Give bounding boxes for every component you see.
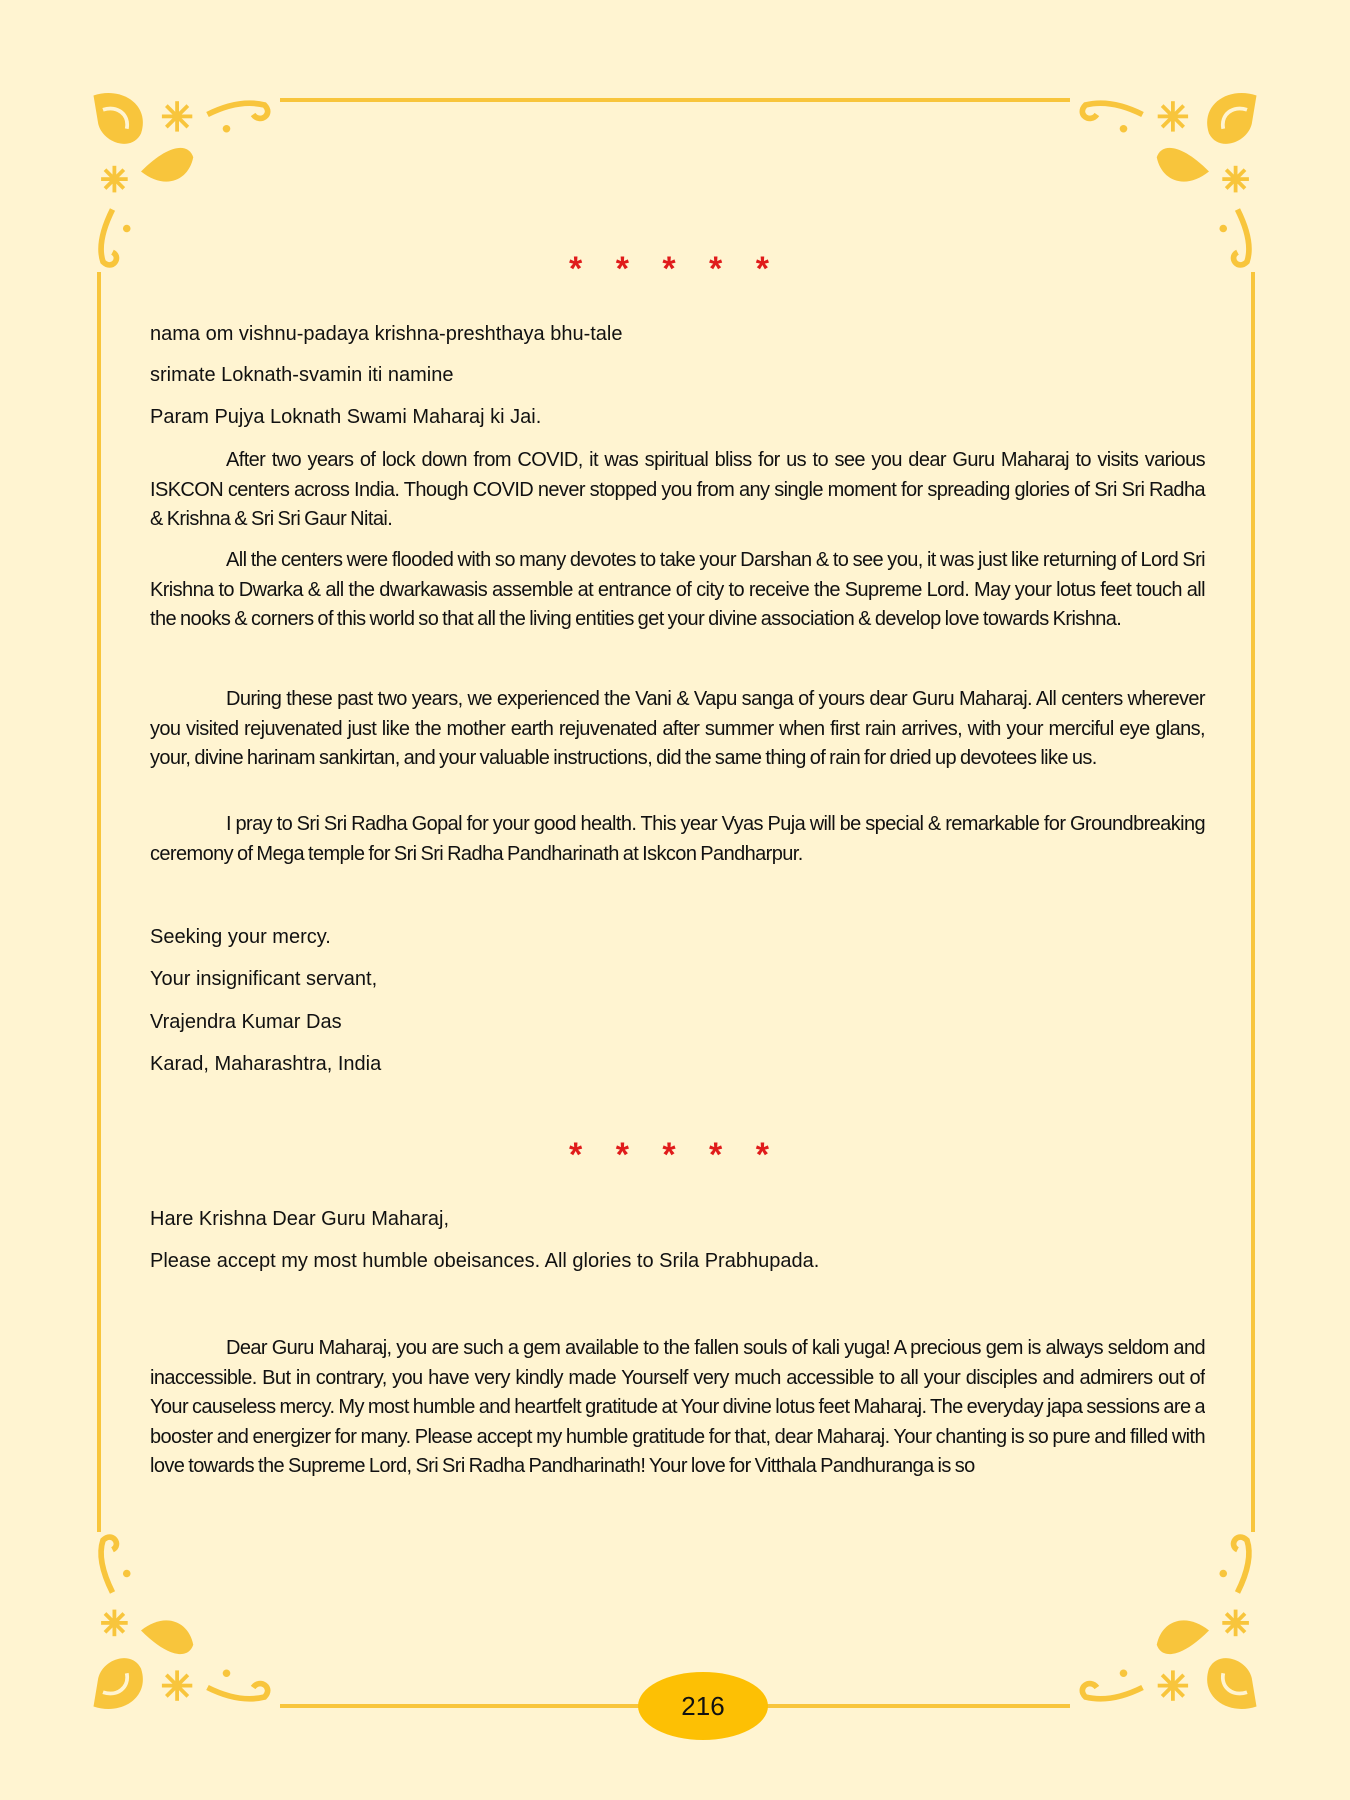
verse-line: Param Pujya Loknath Swami Maharaj ki Jai. — [150, 406, 542, 428]
paragraph: All the centers were flooded with so many devotes to take your Darshan & to see you, it was just like returning of Lord Sri Krishna to Dwarka & all the dwarkawasis assemble at entrance of city to receive the Supreme Lord. May your lotus feet touch all the nooks & corners of this world so that all the living entities get your divine association & develop love towards Krishna. — [150, 549, 1205, 630]
closing-line: Seeking your mercy. — [150, 926, 331, 948]
border-right — [1251, 272, 1255, 1532]
page-number: 216 — [681, 1690, 725, 1721]
paragraph: During these past two years, we experienced the Vani & Vapu sanga of yours dear Guru Maharaj. All centers wherever you visited rejuvenated just like the mother earth rejuvenated after summer when first rain arrives, with your merciful eye glans, your, divine harinam sankirtan, and your valuable instructions, did the same thing of rain for dried up devotees like us. — [150, 688, 1205, 769]
obeisances: Please accept my most humble obeisances. All glories to Srila Prabhupada. — [150, 1250, 820, 1272]
section-divider-stars: * * * * * — [569, 1136, 781, 1174]
paragraph: I pray to Sri Sri Radha Gopal for your good health. This year Vyas Puja will be special & remarkable for Groundbreaking ceremony of Mega temple for Sri Sri Radha Pandharinath at Iskcon Pandharpur. — [150, 813, 1205, 865]
border-bottom-left — [280, 1704, 640, 1708]
signature-location: Karad, Maharashtra, India — [150, 1053, 382, 1075]
paragraph: After two years of lock down from COVID, it was spiritual bliss for us to see you dear Guru Maharaj to visits various ISKCON centers across India. Though COVID never stopped you from any single moment for spreading glories of Sri Sri Radha & Krishna & Sri Sri Gaur Nitai. — [150, 449, 1205, 530]
verse-line: srimate Loknath-svamin iti namine — [150, 364, 454, 386]
page-number-badge — [638, 1672, 768, 1740]
verse-line: nama om vishnu-padaya krishna-preshthaya bhu-tale — [150, 323, 623, 345]
paragraph: Dear Guru Maharaj, you are such a gem available to the fallen souls of kali yuga! A precious gem is always seldom and inaccessible. But in contrary, you have very kindly made Yourself very much accessible to all your disciples and admirers out of Your causeless mercy. My most humble and heartfelt gratitude at Your divine lotus feet Maharaj. The everyday japa sessions are a booster and energizer for many. Please accept my humble gratitude for that, dear Maharaj. Your chanting is so pure and filled with love towards the Supreme Lord, Sri Sri Radha Pandharinath! Your love for Vitthala Pandhuranga is so — [150, 1337, 1205, 1477]
corner-ornament-bottom-left — [84, 1526, 274, 1716]
section-divider-stars: * * * * * — [569, 250, 781, 288]
signature-name: Vrajendra Kumar Das — [150, 1011, 342, 1033]
border-bottom-right — [766, 1704, 1070, 1708]
greeting: Hare Krishna Dear Guru Maharaj, — [150, 1208, 450, 1230]
corner-ornament-bottom-right — [1076, 1526, 1266, 1716]
closing-line: Your insignificant servant, — [150, 968, 378, 990]
border-top — [280, 98, 1070, 102]
border-left — [97, 272, 101, 1532]
corner-ornament-top-left — [84, 86, 274, 276]
corner-ornament-top-right — [1076, 86, 1266, 276]
